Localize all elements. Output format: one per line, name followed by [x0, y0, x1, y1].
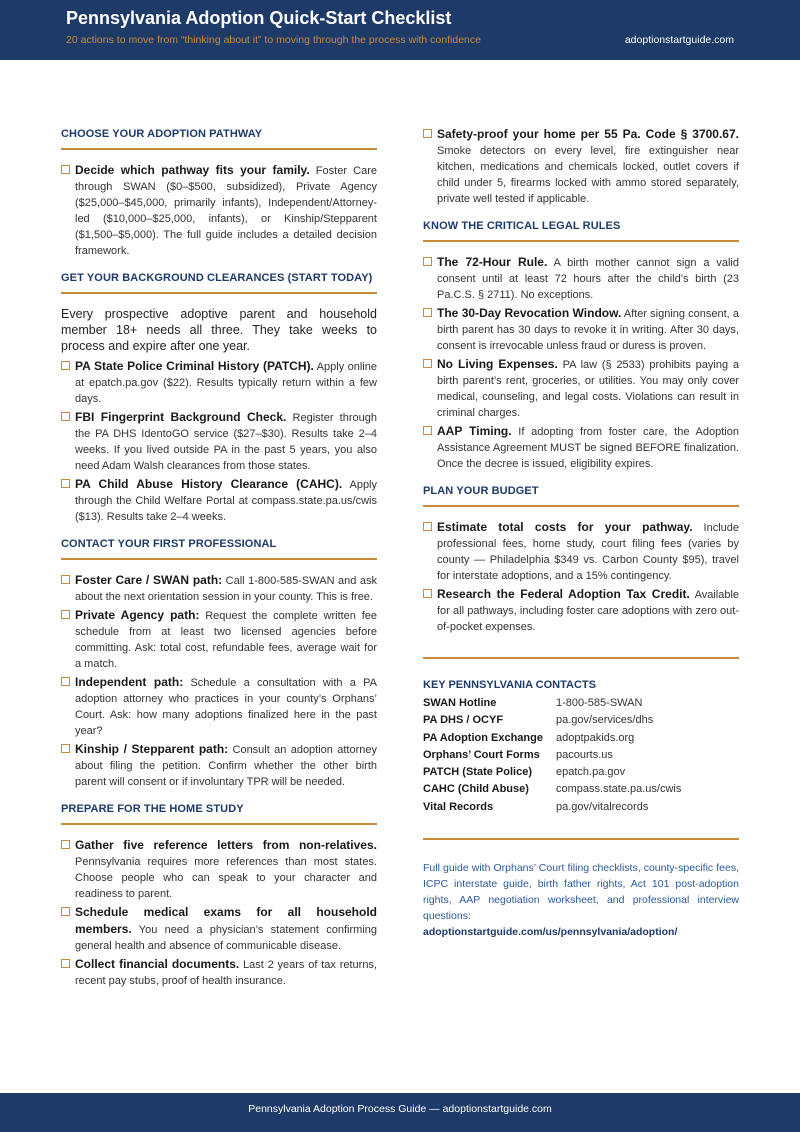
section-title: PREPARE FOR THE HOME STUDY: [61, 803, 377, 825]
checklist-item: [423, 305, 739, 354]
page-title: Pennsylvania Adoption Quick-Start Checklist: [66, 8, 452, 28]
item-text: After signing consent, a birth parent has 30 days to revoke it in writing. After 30 days, consent is irrevocable unless fraud or duress is proven.: [437, 308, 739, 352]
checkbox-icon[interactable]: [61, 677, 70, 686]
checklist-item: [423, 423, 739, 472]
contact-row: [423, 730, 739, 747]
key-contacts: [423, 679, 739, 816]
checkbox-icon[interactable]: [423, 522, 432, 531]
contact-name: Vital Records: [423, 800, 494, 813]
item-text: If adopting from foster care, the Adoption Assistance Agreement MUST be signed BEFORE finalization. Once the decree is issued, eligibility expires.: [437, 426, 739, 470]
item-lead: PA State Police Criminal History (PATCH).: [75, 359, 314, 373]
checkbox-icon[interactable]: [61, 575, 70, 584]
item-lead: Foster Care / SWAN path:: [75, 573, 223, 587]
checkbox-icon[interactable]: [423, 426, 432, 435]
checklist-item: [423, 586, 739, 635]
section-clearances: [61, 272, 377, 525]
contact-name: PATCH (State Police): [423, 766, 532, 779]
item-lead: Kinship / Stepparent path:: [75, 742, 229, 756]
section-legal: [423, 220, 739, 472]
contact-value[interactable]: epatch.pa.gov: [556, 766, 626, 779]
footer-text: Pennsylvania Adoption Process Guide — adoptionstartguide.com: [248, 1103, 552, 1115]
item-text: PA law (§ 2533) prohibits paying a birth parent’s rent, groceries, or utilities. You may only cover medical, counseling, and legal costs. Violations can result in criminal charges.: [437, 359, 739, 419]
item-text: Foster Care through SWAN ($0–$500, subsidized), Private Agency ($25,000–$45,000, primarily infants), Independent/Attorney-led ($10,000–$25,000, infants), or Kinship/Stepparent ($1,500–$5,000). The full guide includes a detailed decision framework.: [75, 165, 377, 257]
contact-row: [423, 712, 739, 729]
item-lead: Schedule medical exams for all household members.: [75, 905, 377, 936]
section-budget: [423, 485, 739, 635]
contact-value[interactable]: compass.state.pa.us/cwis: [556, 783, 682, 796]
item-text: Available for all pathways, including foster care adoptions with zero out-of-pocket expenses.: [437, 589, 740, 633]
contact-row: [423, 695, 739, 712]
section-title: PLAN YOUR BUDGET: [423, 485, 739, 507]
item-lead: Safety-proof your home per 55 Pa. Code § 3700.67.: [437, 127, 739, 141]
item-text: Pennsylvania requires more references than most states. Choose people who can speak to your character and readiness to parent.: [75, 856, 377, 900]
item-text: Apply online at epatch.pa.gov ($22). Results typically return within a few days.: [75, 361, 377, 405]
section-title: CHOOSE YOUR ADOPTION PATHWAY: [61, 128, 377, 150]
contact-value[interactable]: 1-800-585-SWAN: [556, 697, 643, 709]
checkbox-icon[interactable]: [423, 308, 432, 317]
section-safety: [423, 126, 739, 207]
checkbox-icon[interactable]: [423, 129, 432, 138]
checkbox-icon[interactable]: [61, 361, 70, 370]
item-text: Request the complete written fee schedule from at least two licensed agencies before committing. Ask: total cost, refundable fees, average wait for a match.: [75, 610, 378, 670]
section-divider: [423, 838, 739, 840]
item-lead: Research the Federal Adoption Tax Credit.: [437, 587, 690, 601]
item-text: You need a physician’s statement confirming general health and absence of communicable disease.: [75, 924, 377, 952]
item-text: Last 2 years of tax returns, recent pay stubs, proof of health insurance.: [75, 959, 377, 987]
contact-row: [423, 747, 739, 764]
checklist-item: [61, 956, 377, 989]
contact-name: PA Adoption Exchange: [423, 731, 543, 744]
guide-link[interactable]: adoptionstartguide.com/us/pennsylvania/adoption/: [423, 926, 678, 939]
item-lead: No Living Expenses.: [437, 357, 558, 371]
checkbox-icon[interactable]: [61, 840, 70, 849]
section-homestudy: [61, 803, 377, 989]
checkbox-icon[interactable]: [61, 412, 70, 421]
checklist-item: [61, 572, 377, 605]
contact-row: [423, 764, 739, 781]
page-footer: [0, 1093, 800, 1132]
item-lead: Estimate total costs for your pathway.: [437, 520, 693, 534]
item-lead: PA Child Abuse History Clearance (CAHC).: [75, 477, 343, 491]
item-text: A birth mother cannot sign a valid consent until at least 72 hours after the child’s birth (23 Pa.C.S. § 2711). No exceptions.: [437, 257, 739, 301]
contact-row: [423, 781, 739, 798]
checkbox-icon[interactable]: [423, 589, 432, 598]
checklist-item: [61, 674, 377, 739]
right-column: [423, 126, 739, 940]
section-professional: [61, 538, 377, 790]
checkbox-icon[interactable]: [61, 959, 70, 968]
header-site-link[interactable]: adoptionstartguide.com: [624, 34, 734, 46]
contact-name: SWAN Hotline: [423, 697, 497, 709]
checklist-item: [61, 358, 377, 407]
checklist-item: [61, 409, 377, 474]
checklist-item: [61, 837, 377, 902]
section-title: KNOW THE CRITICAL LEGAL RULES: [423, 220, 739, 242]
contact-value[interactable]: adoptpakids.org: [556, 731, 635, 744]
contact-name: Orphans’ Court Forms: [423, 748, 540, 761]
checklist-item: [61, 741, 377, 790]
checkbox-icon[interactable]: [61, 907, 70, 916]
checklist-item: [423, 254, 739, 303]
item-lead: Gather five reference letters from non-relatives.: [75, 838, 377, 852]
section-intro: Every prospective adoptive parent and household member 18+ needs all three. They take weeks to process and expire after one year.: [61, 307, 377, 353]
left-column: [61, 126, 377, 1002]
item-text: Smoke detectors on every level, fire extinguisher near kitchen, medications and chemicals locked, outlet covers if child under 5, firearms locked with ammo stored separately, private well tested if applicable.: [437, 145, 739, 205]
item-text: Call 1-800-585-SWAN and ask about the next orientation session in your county. This is free.: [75, 575, 377, 603]
checklist-item: [423, 519, 739, 584]
contact-row: [423, 799, 739, 816]
item-text: Consult an adoption attorney about filing the petition. Confirm whether the other birth parent will consent or if involuntary TPR will be needed.: [75, 744, 377, 788]
item-lead: The 72-Hour Rule.: [437, 255, 548, 269]
checklist-item: [423, 356, 739, 421]
contacts-title: KEY PENNSYLVANIA CONTACTS: [423, 679, 596, 691]
page-subtitle: 20 actions to move from “thinking about it” to moving through the process with confidence: [66, 34, 481, 46]
item-lead: Collect financial documents.: [75, 957, 240, 971]
item-text: Include professional fees, home study, court filing fees (varies by county — Philadelphia $349 vs. Carbon County $95), travel for interstate adoptions, and a 15% contingency.: [437, 522, 739, 582]
checklist-item: [61, 476, 377, 525]
checklist-item: [423, 126, 739, 207]
section-title: GET YOUR BACKGROUND CLEARANCES (START TODAY): [61, 272, 377, 294]
item-lead: FBI Fingerprint Background Check.: [75, 410, 287, 424]
checkbox-icon[interactable]: [61, 479, 70, 488]
checkbox-icon[interactable]: [61, 610, 70, 619]
contact-value[interactable]: pacourts.us: [556, 748, 613, 761]
item-text: Register through the PA DHS IdentoGO service ($27–$30). Results take 2–4 weeks. If you lived outside PA in the past 5 years, you also need Adam Walsh clearances from those states.: [75, 412, 377, 472]
checkbox-icon[interactable]: [61, 165, 70, 174]
checkbox-icon[interactable]: [61, 744, 70, 753]
checklist-item: [61, 162, 377, 259]
checklist-item: [61, 607, 377, 672]
section-divider: [423, 657, 739, 659]
item-lead: Decide which pathway fits your family.: [75, 163, 310, 177]
item-lead: The 30-Day Revocation Window.: [437, 306, 622, 320]
item-text: Apply through the Child Welfare Portal at compass.state.pa.us/cwis ($13). Results take 2–4 weeks.: [75, 479, 378, 523]
full-guide-note: [423, 860, 739, 940]
section-title: CONTACT YOUR FIRST PROFESSIONAL: [61, 538, 377, 560]
checkbox-icon[interactable]: [423, 359, 432, 368]
contact-value[interactable]: pa.gov/services/dhs: [556, 714, 654, 727]
guide-text: Full guide with Orphans’ Court filing checklists, county-specific fees, ICPC interstate guide, birth father rights, Act 101 post-adoption rights, AAP negotiation worksheet, and professional interview questions:: [423, 862, 739, 923]
item-lead: Private Agency path:: [75, 608, 200, 622]
checkbox-icon[interactable]: [423, 257, 432, 266]
section-pathway: [61, 128, 377, 259]
item-text: Schedule a consultation with a PA adoption attorney who practices in your county’s Orphans’ Court. Ask: how many adoptions finalized here in the past year?: [75, 677, 377, 737]
item-lead: AAP Timing.: [437, 424, 512, 438]
page-header: [0, 0, 800, 60]
item-lead: Independent path:: [75, 675, 184, 689]
contact-name: PA DHS / OCYF: [423, 714, 504, 727]
contact-value[interactable]: pa.gov/vitalrecords: [556, 800, 649, 813]
contact-name: CAHC (Child Abuse): [423, 783, 529, 796]
checklist-item: [61, 904, 377, 954]
